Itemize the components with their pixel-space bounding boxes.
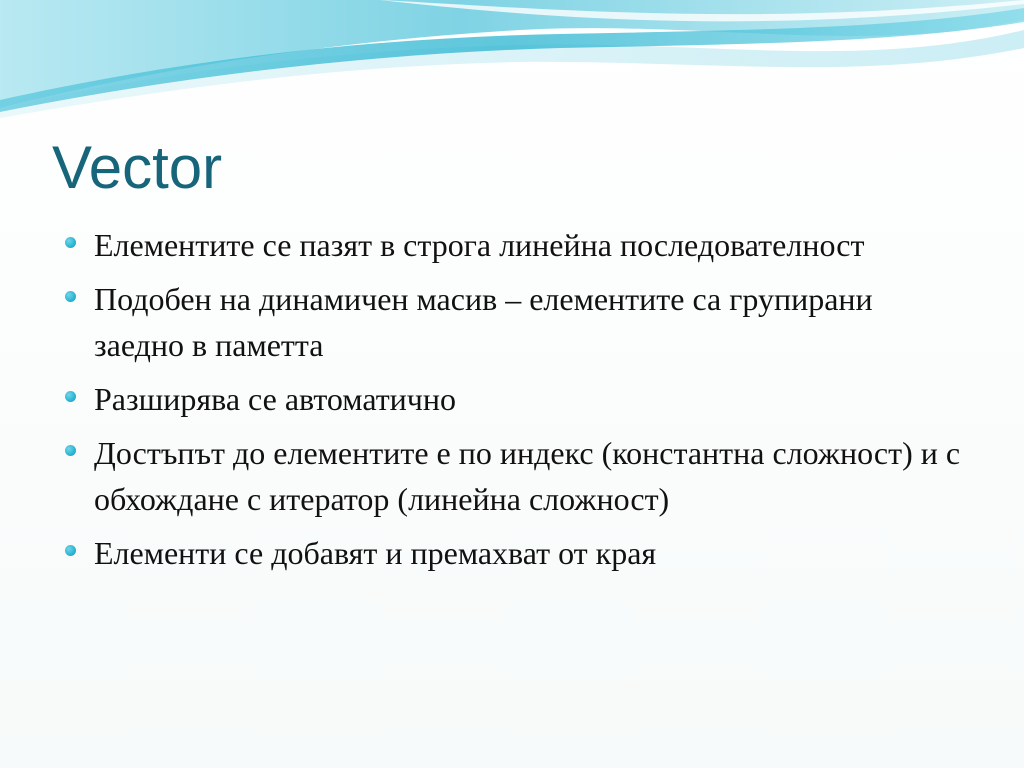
header-wave-decoration [0,0,1024,130]
bullet-icon [65,545,76,556]
bullet-item [64,276,964,368]
bullet-text: Разширява се автоматично [94,381,457,417]
bullet-text: Елементи се добавят и премахват от края [94,535,657,571]
bullet-text: Подобен на динамичен масив – елементите са групирани заедно в паметта [94,281,873,363]
bullet-icon [65,291,76,302]
slide-title: Vector [52,134,223,201]
bullet-icon [65,237,76,248]
bullet-item [64,430,964,522]
bullet-item [64,222,964,268]
bullet-icon [65,391,76,402]
bullet-icon [65,445,76,456]
bullet-item [64,530,964,576]
bullet-list [64,222,964,584]
bullet-text: Достъпът до елементите е по индекс (константна сложност) и с обхождане с итератор (линейна сложност) [94,435,961,517]
bullet-item [64,376,964,422]
bullet-text: Елементите се пазят в строга линейна последователност [94,227,865,263]
